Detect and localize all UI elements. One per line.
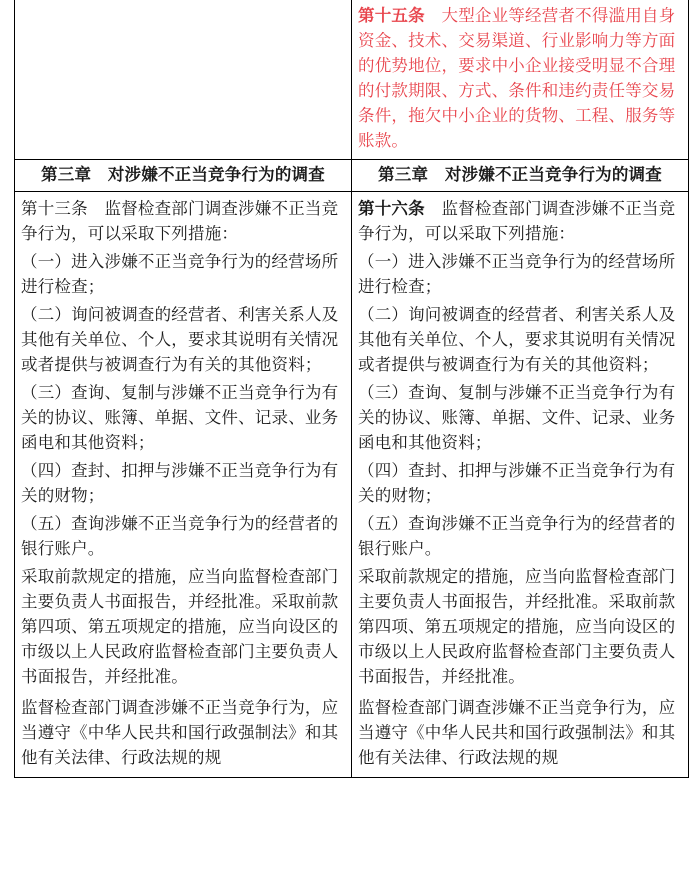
comparison-table bbox=[14, 0, 689, 778]
article-15-label: 第十五条 bbox=[358, 6, 425, 25]
old-paragraph: （三）查询、复制与涉嫌不正当竞争行为有关的协议、账簿、单据、文件、记录、业务函电和其他资料； bbox=[21, 383, 339, 452]
table-row-investigation-measures bbox=[15, 192, 689, 778]
old-version-cell-empty bbox=[15, 0, 352, 160]
old-paragraph: （五）查询涉嫌不正当竞争行为的经营者的银行账户。 bbox=[21, 514, 339, 558]
new-paragraph: （一）进入涉嫌不正当竞争行为的经营场所进行检查； bbox=[358, 252, 676, 296]
old-version-cell-article-13 bbox=[15, 192, 352, 778]
old-paragraph: （四）查封、扣押与涉嫌不正当竞争行为有关的财物； bbox=[21, 461, 339, 505]
new-paragraph: （三）查询、复制与涉嫌不正当竞争行为有关的协议、账簿、单据、文件、记录、业务函电和其他资料； bbox=[358, 383, 676, 452]
article-15-text: 大型企业等经营者不得滥用自身资金、技术、交易渠道、行业影响力等方面的优势地位，要求中小企业接受明显不合理的付款期限、方式、条件和违约责任等交易条件，拖欠中小企业的货物、工程、服务等账款。 bbox=[358, 6, 676, 150]
new-paragraph: （四）查封、扣押与涉嫌不正当竞争行为有关的财物； bbox=[358, 461, 676, 505]
article-16-text: 监督检查部门调查涉嫌不正当竞争行为，可以采取下列措施： bbox=[358, 199, 676, 243]
new-paragraph: 采取前款规定的措施，应当向监督检查部门主要负责人书面报告，并经批准。采取前款第四项、第五项规定的措施，应当向设区的市级以上人民政府监督检查部门主要负责人书面报告，并经批准。 bbox=[358, 567, 676, 686]
old-chapter-3-heading: 第三章 对涉嫌不正当竞争行为的调查 bbox=[15, 160, 352, 192]
old-paragraph: （二）询问被调查的经营者、利害关系人及其他有关单位、个人，要求其说明有关情况或者提供与被调查行为有关的其他资料； bbox=[21, 305, 339, 374]
table-row-chapter-3 bbox=[15, 160, 689, 192]
new-paragraph: 监督检查部门调查涉嫌不正当竞争行为，应当遵守《中华人民共和国行政强制法》和其他有关法律、行政法规的规 bbox=[358, 698, 676, 767]
old-paragraph: 监督检查部门调查涉嫌不正当竞争行为，应当遵守《中华人民共和国行政强制法》和其他有关法律、行政法规的规 bbox=[21, 698, 339, 767]
article-16-label: 第十六条 bbox=[358, 199, 425, 218]
new-paragraph-article-16 bbox=[358, 196, 682, 246]
new-version-cell-article-15 bbox=[352, 0, 689, 160]
new-paragraph: （五）查询涉嫌不正当竞争行为的经营者的银行账户。 bbox=[358, 514, 676, 558]
old-paragraph: 第十三条 监督检查部门调查涉嫌不正当竞争行为，可以采取下列措施： bbox=[21, 199, 339, 243]
old-paragraph: （一）进入涉嫌不正当竞争行为的经营场所进行检查； bbox=[21, 252, 339, 296]
new-chapter-3-heading: 第三章 对涉嫌不正当竞争行为的调查 bbox=[352, 160, 689, 192]
table-row-article-15 bbox=[15, 0, 689, 160]
new-paragraph: （二）询问被调查的经营者、利害关系人及其他有关单位、个人，要求其说明有关情况或者提供与被调查行为有关的其他资料； bbox=[358, 305, 676, 374]
new-version-cell-article-16 bbox=[352, 192, 689, 778]
old-paragraph: 采取前款规定的措施，应当向监督检查部门主要负责人书面报告，并经批准。采取前款第四项、第五项规定的措施，应当向设区的市级以上人民政府监督检查部门主要负责人书面报告，并经批准。 bbox=[21, 567, 339, 686]
